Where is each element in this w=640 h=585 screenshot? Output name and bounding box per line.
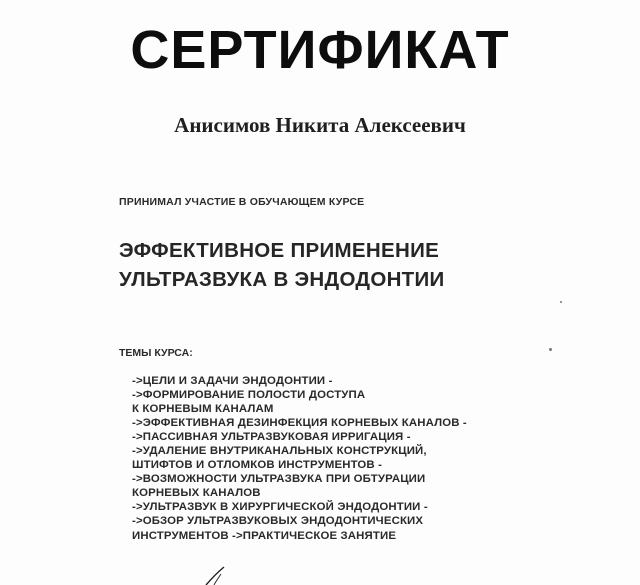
course-name-line: УЛЬТРАЗВУКА В ЭНДОДОНТИИ — [119, 268, 445, 291]
topic-item: ->УДАЛЕНИЕ ВНУТРИКАНАЛЬНЫХ КОНСТРУКЦИЙ, — [132, 445, 427, 458]
topic-item: ->ПАССИВНАЯ УЛЬТРАЗВУКОВАЯ ИРРИГАЦИЯ - — [132, 431, 411, 444]
course-name — [119, 236, 445, 294]
topic-item: ->ОБЗОР УЛЬТРАЗВУКОВЫХ ЭНДОДОНТИЧЕСКИХ — [132, 515, 424, 528]
topic-item: ИНСТРУМЕНТОВ ->ПРАКТИЧЕСКОЕ ЗАНЯТИЕ — [132, 529, 397, 542]
topic-item: ->ЦЕЛИ И ЗАДАЧИ ЭНДОДОНТИИ - — [132, 375, 333, 387]
recipient-name: Анисимов Никита Алексеевич — [174, 113, 466, 137]
certificate-title: СЕРТИФИКАТ — [130, 20, 510, 80]
topic-item: ШТИФТОВ И ОТЛОМКОВ ИНСТРУМЕНТОВ - — [132, 459, 383, 472]
topic-item: КОРНЕВЫХ КАНАЛОВ — [132, 487, 261, 500]
participation-text: ПРИНИМАЛ УЧАСТИЕ В ОБУЧАЮЩЕМ КУРСЕ — [119, 196, 365, 208]
signature-mark — [200, 566, 240, 585]
speck-mark — [560, 301, 562, 303]
topic-item: ->ВОЗМОЖНОСТИ УЛЬТРАЗВУКА ПРИ ОБТУРАЦИИ — [132, 473, 426, 486]
topics-list — [132, 374, 467, 543]
topic-item: К КОРНЕВЫМ КАНАЛАМ — [132, 403, 274, 416]
course-name-line: ЭФФЕКТИВНОЕ ПРИМЕНЕНИЕ — [119, 239, 440, 262]
topic-item: ->ЭФФЕКТИВНАЯ ДЕЗИНФЕКЦИЯ КОРНЕВЫХ КАНАЛОВ - — [132, 417, 467, 430]
topics-label: ТЕМЫ КУРСА: — [119, 347, 193, 359]
speck-mark — [549, 348, 552, 351]
topic-item: ->УЛЬТРАЗВУК В ХИРУРГИЧЕСКОЙ ЭНДОДОНТИИ - — [132, 501, 428, 514]
topic-item: ->ФОРМИРОВАНИЕ ПОЛОСТИ ДОСТУПА — [132, 389, 366, 402]
